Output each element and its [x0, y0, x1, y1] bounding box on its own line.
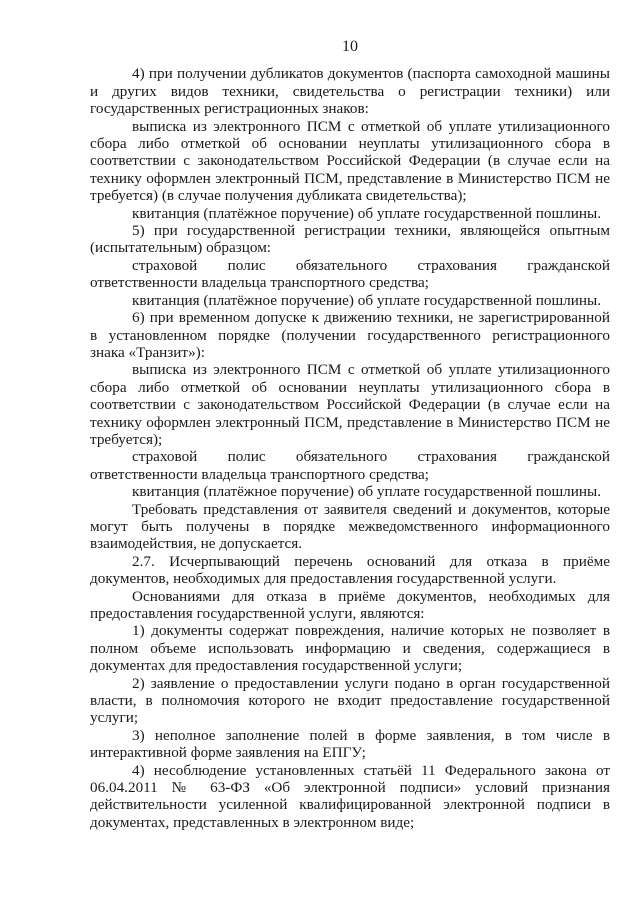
paragraph-receipt-2: квитанция (платёжное поручение) об уплате государственной пошлины. [132, 291, 602, 309]
paragraph-ground-4: 4) несоблюдение установленных статьёй 11 Федерального закона от 06.04.2011 № 63-ФЗ «Об электронной подписи» условий признания действительности усиленной квалифицированной электронной подписи в документах, представленных в электронном виде; [90, 761, 610, 831]
paragraph-ground-1: 1) документы содержат повреждения, наличие которых не позволяет в полном объеме использовать информацию и сведения, содержащиеся в документах для предоставления государственной услуги; [90, 622, 610, 675]
page-number: 10 [342, 38, 358, 55]
paragraph-no-request: Требовать представления от заявителя сведений и документов, которые могут быть получены в порядке межведомственного информационного взаимодействия, не допускается. [90, 500, 610, 553]
paragraph-ground-2: 2) заявление о предоставлении услуги подано в орган государственной власти, в полномочия которого не входит предоставление государственной услуги; [90, 674, 610, 727]
paragraph-5-prototype: 5) при государственной регистрации техники, являющейся опытным (испытательным) образцом: [90, 222, 610, 257]
paragraph-epsm-extract-1: выписка из электронного ПСМ с отметкой об уплате утилизационного сбора либо отметкой об основании неуплаты утилизационного сбора в соответствии с законодательством Российской Федерации (в случае если на технику оформлен электронный ПСМ, представление в Министерство ПСМ не требуется) (в случае получения дубликата свидетельства); [90, 117, 610, 205]
paragraph-section-2-7: 2.7. Исчерпывающий перечень оснований для отказа в приёме документов, необходимых для предоставления государственной услуги. [90, 552, 610, 588]
paragraph-4-duplicates: 4) при получении дубликатов документов (паспорта самоходной машины и других видов техники, свидетельства о регистрации техники) или государственных регистрационных знаков: [90, 65, 610, 118]
paragraph-grounds-intro: Основаниями для отказа в приёме документов, необходимых для предоставления государственной услуги, являются: [90, 587, 610, 622]
paragraph-receipt-1: квитанция (платёжное поручение) об уплате государственной пошлины. [132, 204, 602, 222]
paragraph-epsm-extract-2: выписка из электронного ПСМ с отметкой об уплате утилизационного сбора либо отметкой об основании неуплаты утилизационного сбора в соответствии с законодательством Российской Федерации (в случае если на технику оформлен электронный ПСМ, представление в Министерство ПСМ не требуется); [90, 361, 610, 448]
document-page [90, 38, 610, 831]
paragraph-ground-3: 3) неполное заполнение полей в форме заявления, в том числе в интерактивной форме заявления на ЕПГУ; [90, 726, 610, 762]
paragraph-receipt-3: квитанция (платёжное поручение) об уплате государственной пошлины. [132, 483, 602, 501]
paragraph-insurance-1: страховой полис обязательного страхования гражданской ответственности владельца транспортного средства; [90, 256, 610, 292]
paragraph-6-transit: 6) при временном допуске к движению техники, не зарегистрированной в установленном порядке (получении государственного регистрационного знака «Транзит»): [90, 309, 610, 361]
paragraph-insurance-2: страховой полис обязательного страхования гражданской ответственности владельца транспортного средства; [90, 448, 610, 483]
